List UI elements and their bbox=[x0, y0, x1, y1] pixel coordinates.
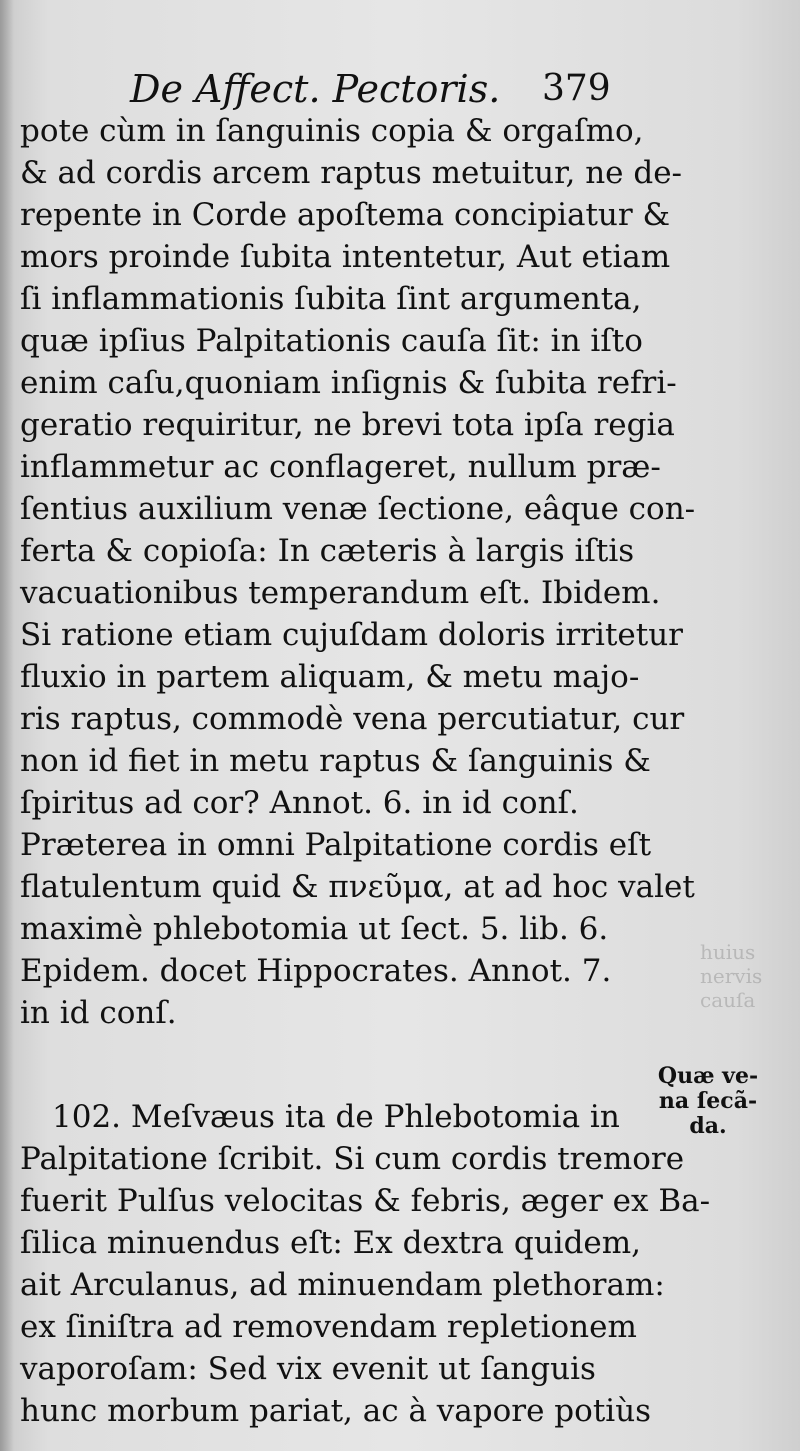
text-line: repente in Corde apoſtema concipiatur & bbox=[20, 197, 671, 233]
text-line: in id conſ. bbox=[20, 995, 177, 1031]
text-line: maximè phlebotomia ut ſect. 5. lib. 6. bbox=[20, 911, 609, 947]
text-line: Si ratione etiam cujuſdam doloris irritetur bbox=[20, 617, 684, 653]
text-line: non id fiet in metu raptus & ſanguinis & bbox=[20, 743, 651, 779]
running-title: De Affect. Pectoris. bbox=[130, 67, 501, 111]
text-line: geratio requiritur, ne brevi tota ipſa regia bbox=[20, 407, 675, 443]
page-gutter-shadow bbox=[0, 0, 14, 1451]
text-line: ris raptus, commodè vena percutiatur, cur bbox=[20, 701, 685, 737]
text-line: vacuationibus temperandum eſt. Ibidem. bbox=[20, 575, 661, 611]
text-line: Palpitatione ſcribit. Si cum cordis tremore bbox=[20, 1141, 685, 1177]
text-line: vaporoſam: Sed vix evenit ut ſanguis bbox=[20, 1351, 596, 1387]
text-line: ex ſiniſtra ad removendam repletionem bbox=[20, 1309, 637, 1345]
text-line: mors proinde ſubita intentetur, Aut etiam bbox=[20, 239, 671, 275]
text-line: ait Arculanus, ad minuendam plethoram: bbox=[20, 1267, 665, 1303]
running-head bbox=[20, 64, 620, 114]
text-line: ſpiritus ad cor? Annot. 6. in id conſ. bbox=[20, 785, 579, 821]
marginal-note-line: da. bbox=[689, 1113, 727, 1139]
marginal-note-line: na ſecã- bbox=[658, 1088, 758, 1114]
text-line: 102. Meſvæus ita de Phlebotomia in bbox=[52, 1099, 620, 1135]
text-line: inflammetur ac conflageret, nullum præ- bbox=[20, 449, 661, 485]
text-line: ferta & copioſa: In cæteris à largis iſtis bbox=[20, 533, 635, 569]
text-line: enim caſu,quoniam inſignis & ſubita refri- bbox=[20, 365, 677, 401]
text-line: ſentius auxilium venæ ſectione, eâque con- bbox=[20, 491, 696, 527]
text-line: hunc morbum pariat, ac à vapore potiùs bbox=[20, 1393, 652, 1429]
text-line: Præterea in omni Palpitatione cordis eſt bbox=[20, 827, 652, 863]
marginal-note bbox=[648, 1064, 768, 1139]
text-line: quæ ipſius Palpitationis cauſa ſit: in iſto bbox=[20, 323, 643, 359]
text-line: fuerit Pulſus velocitas & febris, æger ex Ba- bbox=[20, 1183, 711, 1219]
page-number: 379 bbox=[542, 68, 611, 109]
show-through-text: huius nervis cauſa bbox=[700, 940, 763, 1012]
text-line: ſi inflammationis ſubita ſint argumenta, bbox=[20, 281, 642, 317]
text-line: fluxio in partem aliquam, & metu majo- bbox=[20, 659, 640, 695]
text-line: flatulentum quid & πνεῦμα, at ad hoc valet bbox=[20, 869, 695, 905]
text-line: pote cùm in ſanguinis copia & orgaſmo, bbox=[20, 113, 644, 149]
text-line: ſilica minuendus eſt: Ex dextra quidem, bbox=[20, 1225, 642, 1261]
text-line: Epidem. docet Hippocrates. Annot. 7. bbox=[20, 953, 612, 989]
marginal-note-line: Quæ ve- bbox=[657, 1063, 759, 1089]
text-line: & ad cordis arcem raptus metuitur, ne de- bbox=[20, 155, 683, 191]
